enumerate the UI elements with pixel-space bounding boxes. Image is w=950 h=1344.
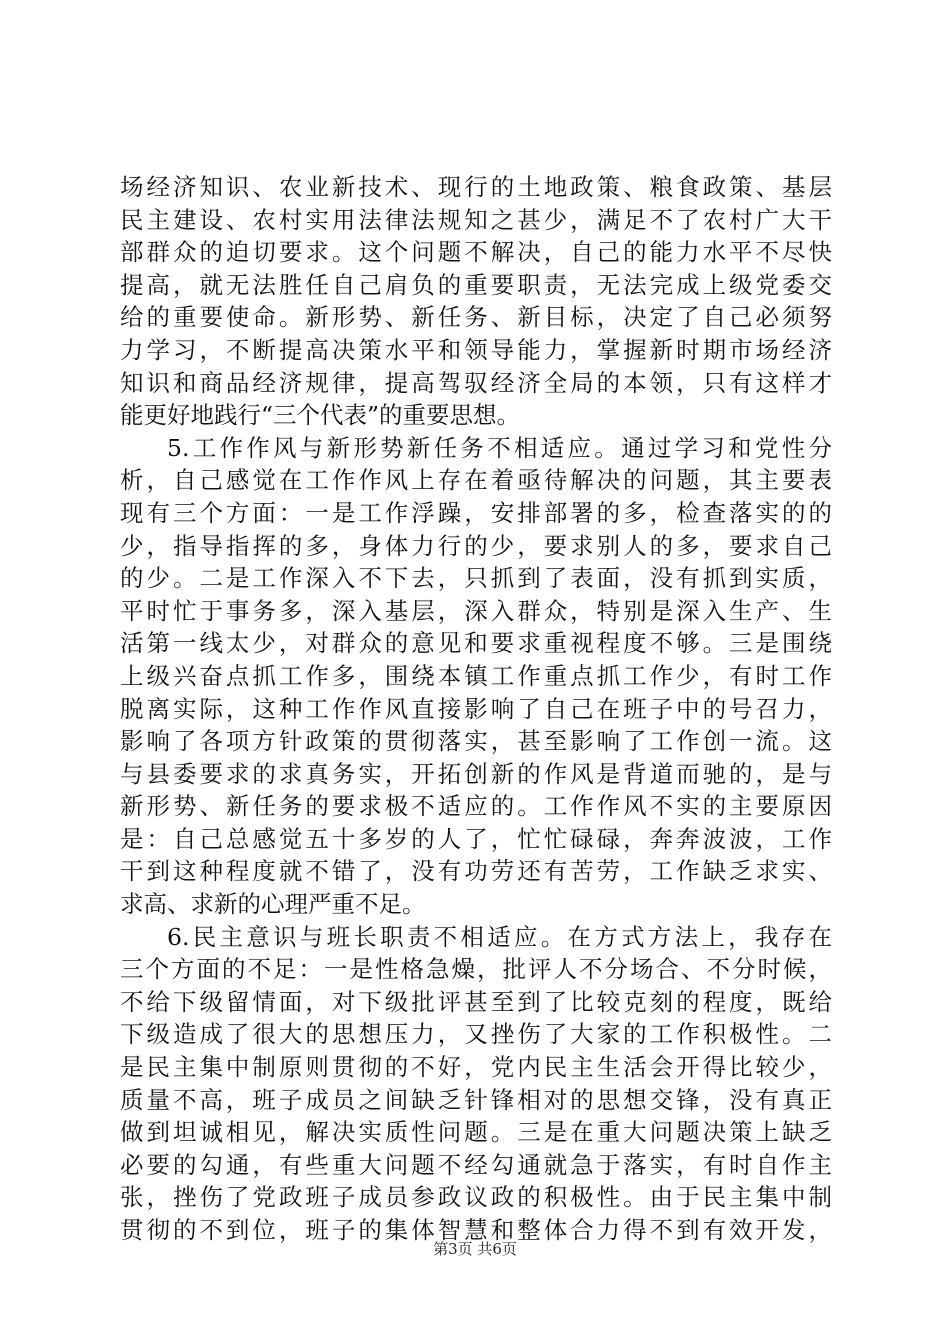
text-line: 平时忙于事务多，深入基层，深入群众，特别是深入生产、生 <box>120 596 832 625</box>
text-line: 求高、求新的心理严重不足。 <box>120 890 426 919</box>
text-line: 析，自己感觉在工作作风上存在着亟待解决的问题，其主要表 <box>120 466 832 495</box>
text-line: 是民主集中制原则贯彻的不好，党内民主生活会开得比较少， <box>120 1053 832 1082</box>
text-line: 三个方面的不足：一是性格急燥，批评人不分场合、不分时候， <box>120 955 832 984</box>
text-line: 不给下级留情面，对下级批评甚至到了比较克刻的程度，既给 <box>120 987 832 1016</box>
text-line: 贯彻的不到位，班子的集体智慧和整体合力得不到有效开发， <box>120 1216 832 1244</box>
text-line: 能更好地践行“三个代表”的重要思想。 <box>120 401 521 430</box>
text-line: 必要的勾通，有些重大问题不经勾通就急于落实，有时自作主 <box>120 1150 832 1179</box>
text-line: 力学习，不断提高决策水平和领导能力，掌握新时期市场经济 <box>120 335 832 364</box>
text-line: 的少。二是工作深入不下去，只抓到了表面，没有抓到实质， <box>120 564 832 593</box>
text-line: 知识和商品经济规律，提高驾驭经济全局的本领，只有这样才 <box>120 368 832 397</box>
text-line: 民主建设、农村实用法律法规知之甚少，满足不了农村广大干 <box>120 205 832 234</box>
text-line: 给的重要使命。新形势、新任务、新目标，决定了自己必须努 <box>120 303 832 332</box>
page-number-footer: 第3页 共6页 <box>433 1240 517 1258</box>
text-line: 现有三个方面：一是工作浮躁，安排部署的多，检查落实的的 <box>120 498 832 527</box>
text-line: 场经济知识、农业新技术、现行的土地政策、粮食政策、基层 <box>120 173 832 201</box>
text-line: 上级兴奋点抓工作多，围绕本镇工作重点抓工作少，有时工作 <box>120 661 832 690</box>
text-line: 质量不高，班子成员之间缺乏针锋相对的思想交锋，没有真正 <box>120 1085 832 1114</box>
text-line: 与县委要求的求真务实，开拓创新的作风是背道而驰的，是与 <box>120 759 832 788</box>
text-line: 是：自己总感觉五十多岁的人了，忙忙碌碌，奔奔波波，工作 <box>120 824 832 853</box>
text-line: 提高，就无法胜任自己肩负的重要职责，无法完成上级党委交 <box>120 270 832 299</box>
text-line: 干到这种程度就不错了，没有功劳还有苦劳，工作缺乏求实、 <box>120 857 832 886</box>
text-line: 影响了各项方针政策的贯彻落实，甚至影响了工作创一流。这 <box>120 727 832 756</box>
paragraph-start-line: 5.工作作风与新形势新任务不相适应。通过学习和党性分 <box>167 433 832 462</box>
paragraph-start-line: 6.民主意识与班长职责不相适应。在方式方法上，我存在 <box>167 922 832 951</box>
text-line: 部群众的迫切要求。这个问题不解决，自己的能力水平不尽快 <box>120 238 832 267</box>
text-line: 少，指导指挥的多，身体力行的少，要求别人的多，要求自己 <box>120 531 832 560</box>
text-line: 张，挫伤了党政班子成员参政议政的积极性。由于民主集中制 <box>120 1183 832 1212</box>
text-line: 新形势、新任务的要求极不适应的。工作作风不实的主要原因 <box>120 792 832 821</box>
text-line: 下级造成了很大的思想压力，又挫伤了大家的工作积极性。二 <box>120 1020 832 1049</box>
text-line: 做到坦诚相见，解决实质性问题。三是在重大问题决策上缺乏 <box>120 1118 832 1147</box>
document-body <box>120 171 832 1247</box>
text-line: 脱离实际，这种工作作风直接影响了自己在班子中的号召力， <box>120 694 832 723</box>
text-line: 活第一线太少，对群众的意见和要求重视程度不够。三是围绕 <box>120 629 832 658</box>
